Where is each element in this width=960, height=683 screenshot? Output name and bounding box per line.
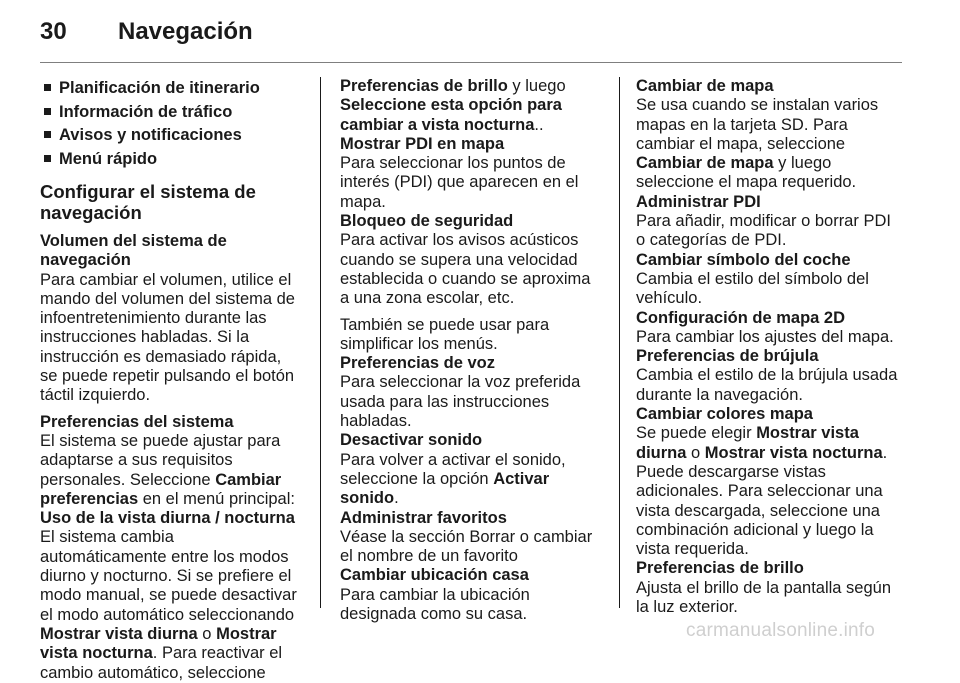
poi-heading: Mostrar PDI en mapa bbox=[340, 134, 505, 153]
page-number: 30 bbox=[40, 18, 67, 45]
brightness-text: Ajusta el brillo de la pantalla según la luz exterior. bbox=[636, 578, 892, 617]
list-item: Planificación de itinerario bbox=[40, 77, 302, 101]
bullet-icon bbox=[44, 155, 51, 162]
pdi-text: Para añadir, modificar o borrar PDI o categorías de PDI. bbox=[636, 212, 891, 250]
bullet-icon bbox=[44, 131, 51, 138]
map2d-heading: Configuración de mapa 2D bbox=[636, 308, 846, 327]
daynight-text: El sistema cambia automáticamente entre los modos diurno y nocturno. Si se prefiere el modo manual, se puede desactivar el modo automático seleccionando Mostrar vista diurna o Mostrar vista nocturna. Para reactivar el cambio automático, seleccione bbox=[40, 528, 297, 682]
brightness-continuation: Preferencias de brillo y luego Seleccione esta opción para cambiar a vista nocturna.. bbox=[340, 77, 566, 134]
lock-text-2: También se puede usar para simplificar los menús. bbox=[340, 315, 550, 353]
map2d-text: Para cambiar los ajustes del mapa. bbox=[636, 327, 894, 346]
column-divider-2 bbox=[619, 77, 620, 608]
voice-text: Para seleccionar la voz preferida usada para las instrucciones habladas. bbox=[340, 373, 581, 431]
list-item: Avisos y notificaciones bbox=[40, 124, 302, 148]
page-title: Navegación bbox=[118, 18, 253, 45]
pdi-heading: Administrar PDI bbox=[636, 192, 761, 211]
volume-text: Para cambiar el volumen, utilice el mando del volumen del sistema de infoentretenimiento durante las instrucciones habladas. Si la instrucción es demasiado rápida, se puede repetir pulsando el botón táctil izquierdo. bbox=[40, 270, 295, 405]
watermark: carmanualsonline.info bbox=[686, 620, 876, 641]
daynight-heading: Uso de la vista diurna / nocturna bbox=[40, 509, 295, 528]
column-3 bbox=[636, 77, 902, 617]
bullet-icon bbox=[44, 108, 51, 115]
column-2 bbox=[340, 77, 604, 624]
voice-heading: Preferencias de voz bbox=[340, 354, 495, 373]
favorites-heading: Administrar favoritos bbox=[340, 508, 507, 527]
car-text: Cambia el estilo del símbolo del vehículo. bbox=[636, 269, 869, 308]
map-heading: Cambiar de mapa bbox=[636, 77, 774, 95]
section-title: Configurar el sistema de navegación bbox=[40, 181, 256, 223]
bullet-list bbox=[40, 77, 302, 171]
lock-heading: Bloqueo de seguridad bbox=[340, 212, 514, 231]
system-prefs-text: El sistema se puede ajustar para adaptarse a sus requisitos personales. Seleccione Cambiar preferencias en el menú principal: bbox=[40, 431, 295, 508]
colors-text: Se puede elegir Mostrar vista diurna o Mostrar vista nocturna. Puede descargarse vistas adicionales. Para seleccionar una vista descargada, seleccione una combinación adicional y luego la vista requerida. bbox=[636, 424, 888, 559]
column-divider-1 bbox=[320, 77, 321, 608]
poi-text: Para seleccionar los puntos de interés (PDI) que aparecen en el mapa. bbox=[340, 154, 579, 211]
home-text: Para cambiar la ubicación designada como su casa. bbox=[340, 585, 530, 624]
system-prefs-heading: Preferencias del sistema bbox=[40, 412, 234, 431]
column-1 bbox=[40, 77, 302, 683]
volume-heading: Volumen del sistema de navegación bbox=[40, 232, 227, 270]
sound-heading: Desactivar sonido bbox=[340, 431, 483, 450]
colors-heading: Cambiar colores mapa bbox=[636, 405, 813, 424]
favorites-text: Véase la sección Borrar o cambiar el nombre de un favorito bbox=[340, 527, 593, 566]
lock-text: Para activar los avisos acústicos cuando se supera una velocidad establecida o cuando se aproxima a una zona escolar, etc. bbox=[340, 231, 591, 308]
bullet-icon bbox=[44, 84, 51, 91]
car-heading: Cambiar símbolo del coche bbox=[636, 250, 851, 269]
compass-text: Cambia el estilo de la brújula usada durante la navegación. bbox=[636, 366, 898, 404]
list-item: Menú rápido bbox=[40, 148, 302, 172]
header-rule bbox=[40, 62, 902, 63]
list-item: Información de tráfico bbox=[40, 101, 302, 125]
brightness-heading: Preferencias de brillo bbox=[636, 559, 804, 578]
home-heading: Cambiar ubicación casa bbox=[340, 566, 529, 585]
compass-heading: Preferencias de brújula bbox=[636, 347, 819, 366]
map-text: Se usa cuando se instalan varios mapas en la tarjeta SD. Para cambiar el mapa, seleccione Cambiar de mapa y luego seleccione el mapa requerido. bbox=[636, 96, 879, 192]
sound-text: Para volver a activar el sonido, seleccione la opción Activar sonido. bbox=[340, 450, 566, 508]
